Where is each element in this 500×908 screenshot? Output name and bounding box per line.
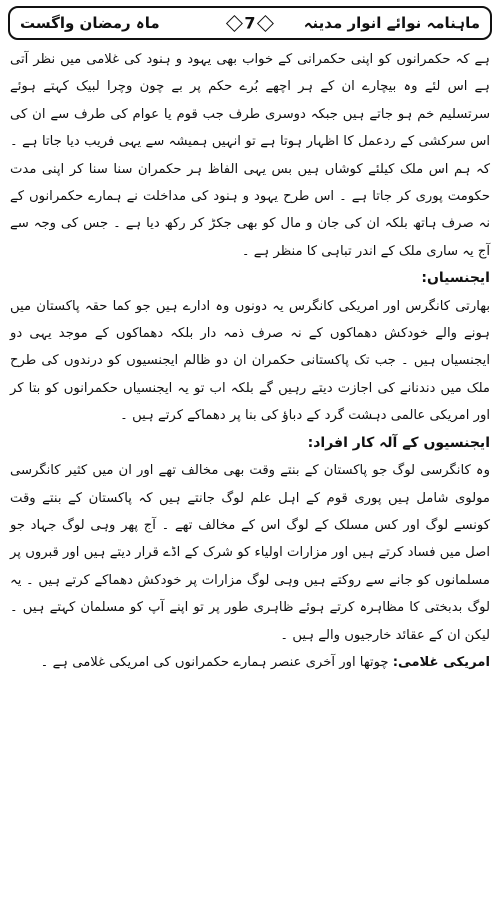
paragraph-agents: وہ کانگرسی لوگ جو پاکستان کے بنتے وقت بھی مخالف تھے اور ان میں کثیر کانگرسی مولوی شامل ہیں پوری قوم کے اہل علم لوگ جانتے ہیں کہ پاکستان کے بنتے وقت کونسے لوگ اور کس مسلک کے لوگ اس کے مخالف تھے ۔ آج پھر وہی لوگ جہاد جو اصل میں فساد کرتے ہیں اور مزارات اولیاء کو شرک کے اڈے قرار دیتے ہیں اور قبروں پر مسلمانوں کو جانے سے روکتے ہیں وہی لوگ مزارات پر خودکش دھماکے کرتے ہیں ۔ یہ لوگ بدبختی کا مظاہرہ کرتے ہوئے ظاہری طور پر تو اپنے آپ کو مسلمان کہتے ہیں ۔ لیکن ان کے عقائد خارجیوں والے ہیں ۔ xyxy=(10,463,490,643)
article-body xyxy=(8,46,492,676)
paragraph-intro: ہے کہ حکمرانوں کو اپنی حکمرانی کے خواب بھی یہود و ہنود کی غلامی میں نظر آتی ہے اس لئے وہ بیچارے ان کے ہر اچھے بُرے حکم پر بے چون وچرا لبیک کہتے ہوئے سرتسلیم خم ہو جاتے ہیں جبکہ دوسری طرف جب قوم یا عوام کی طرف سے ان کی اس سرکشی کے ردعمل کا اظہار ہوتا ہے تو انہیں ہمیشہ سے یہی فریب دیا جاتا ہے ۔ کہ ہم اس ملک کیلئے کوشاں ہیں بس یہی الفاظ ہر حکمران سنا سنا کر اپنی مدت حکومت پوری کر جاتا ہے ۔ اس طرح یہود و ہنود کی مداخلت نے ہمارے حکمرانوں کے نہ صرف ہاتھ بلکہ ان کی جان و مال کو بھی جکڑ کر رکھ دیا ہے ۔ جس کی وجہ سے آج یہ ساری ملک کے اندر تباہی کا منظر ہے ۔ xyxy=(10,52,490,259)
diamond-left-icon xyxy=(226,15,243,32)
page-number-ornament xyxy=(228,14,271,33)
magazine-title: ماہنامہ نوائے انوار مدینہ xyxy=(303,14,480,32)
issue-label: ماہ رمضان واگست xyxy=(20,14,160,32)
heading-agents: ایجنسیوں کے آلہ کار افراد: xyxy=(307,434,490,451)
diamond-right-icon xyxy=(257,15,274,32)
heading-american-slavery: امریکی غلامی: xyxy=(392,654,490,670)
heading-agencies: ایجنسیاں: xyxy=(421,270,490,287)
paragraph-american-slavery xyxy=(10,649,490,676)
paragraph-american-slavery-text: چوتھا اور آخری عنصر ہمارے حکمرانوں کی امریکی غلامی ہے ۔ xyxy=(40,654,389,670)
page-header xyxy=(8,6,492,40)
page-number: 7 xyxy=(244,13,256,33)
paragraph-agencies: بھارتی کانگرس اور امریکی کانگرس یہ دونوں وہ ادارے ہیں جو کما حقہ پاکستان میں ہونے والے خودکش دھماکوں کے نہ صرف ذمہ دار بلکہ دھماکوں کے موجد یہی دو ایجنسیاں ہیں ۔ جب تک پاکستانی حکمران ان دو ظالم ایجنسیوں کو درندوں کی طرح ملک میں دندنانے کی اجازت دیتے رہیں گے بلکہ اب تو یہ ایجنسیاں حکمرانوں کو بتا کر اور امریکی عالمی دہشت گرد کے دباؤ کی بنا پر دھماکے کرتے ہیں ۔ xyxy=(10,298,490,424)
